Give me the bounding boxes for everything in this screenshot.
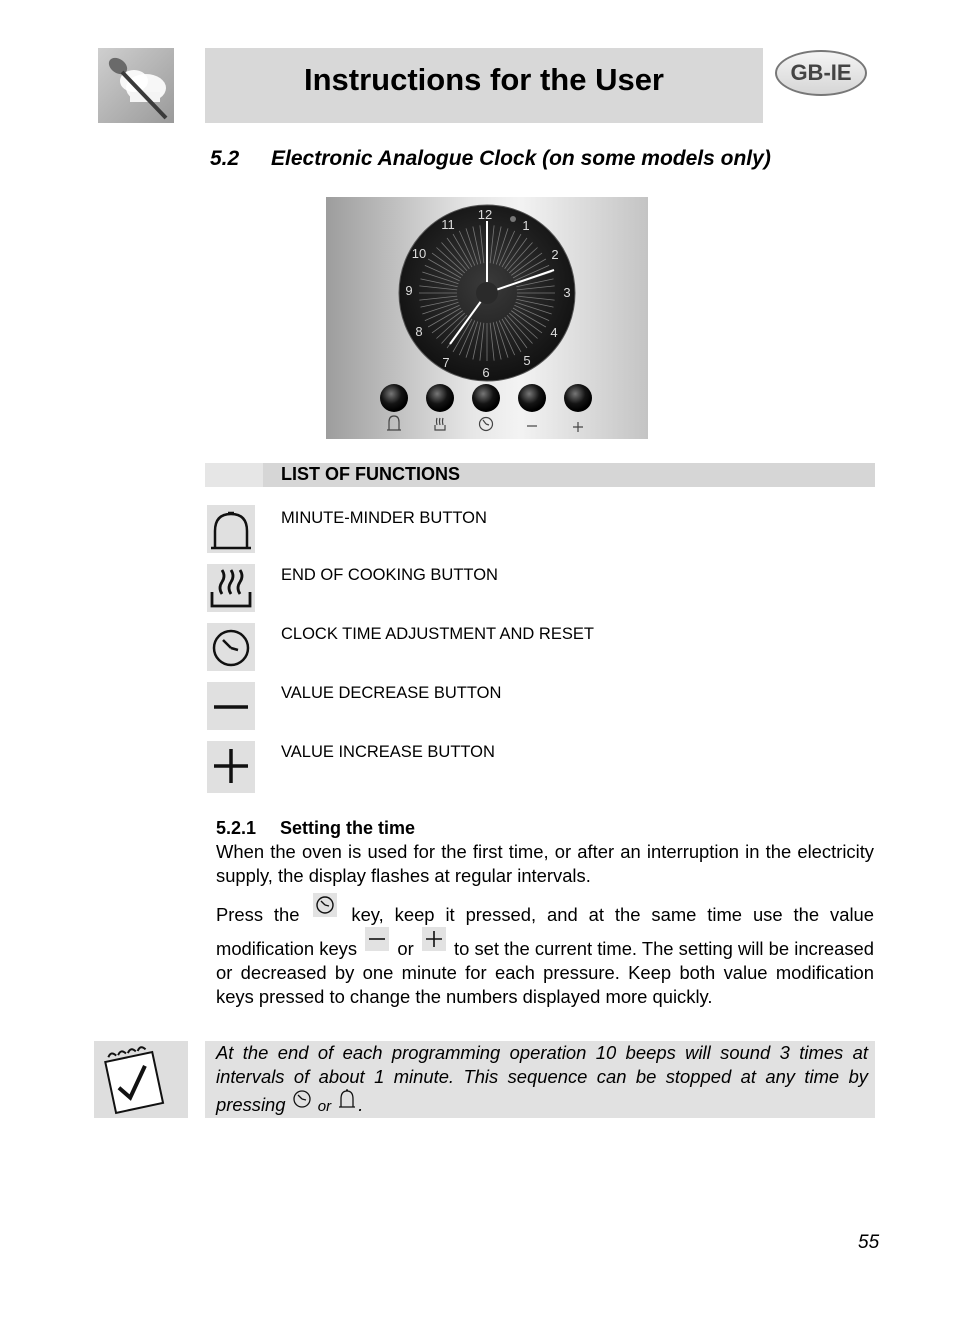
subsection-title: Setting the time [280, 818, 416, 838]
note-body: At the end of each programming operation 10 beeps will sound 3 times at intervals of about 1 minute. This sequence can be stopped at any time by pressing [216, 1042, 868, 1115]
function-label: VALUE DECREASE BUTTON [281, 684, 502, 702]
notepad-check-icon [94, 1041, 188, 1118]
clock-number: 7 [442, 355, 450, 370]
note-end: . [358, 1094, 364, 1115]
section-number: 5.2 [210, 147, 240, 170]
clock-number: 4 [550, 325, 558, 340]
chef-logo [98, 48, 174, 123]
paragraph-2-part1: Press the [216, 904, 300, 925]
chef-hat-spoon-icon [98, 48, 174, 123]
function-label: CLOCK TIME ADJUSTMENT AND RESET [281, 625, 594, 643]
heat-tray-icon [435, 418, 445, 430]
clock-number: 5 [523, 353, 531, 368]
clock-number: 10 [411, 246, 427, 261]
functions-header: LIST OF FUNCTIONS [281, 464, 460, 484]
end-of-cooking-knob[interactable] [426, 384, 454, 412]
function-label: MINUTE-MINDER BUTTON [281, 509, 487, 527]
section-title: Electronic Analogue Clock (on some models only) [271, 147, 771, 170]
clock-number: 6 [482, 365, 490, 380]
subsection-heading [216, 818, 415, 839]
clock-hub [476, 282, 498, 304]
clock-number: 3 [563, 285, 571, 300]
function-label: END OF COOKING BUTTON [281, 566, 498, 584]
bell-icon [387, 416, 401, 430]
clock-icon [313, 893, 337, 917]
minus-icon [207, 682, 255, 730]
note-or: or [317, 1098, 332, 1115]
page-title: Instructions for the User [304, 62, 664, 97]
clock-number: 12 [477, 207, 493, 222]
clock-number: 11 [441, 217, 455, 232]
plus-icon [207, 741, 255, 793]
clock-number: 2 [551, 247, 559, 262]
increase-knob[interactable] [564, 384, 592, 412]
clock-panel-image [326, 197, 648, 439]
function-label: VALUE INCREASE BUTTON [281, 743, 495, 761]
clock-number: 9 [405, 283, 413, 298]
clock-number: 1 [522, 218, 530, 233]
plus-icon [422, 927, 446, 951]
paragraph-2 [216, 893, 874, 1009]
minus-icon [365, 927, 389, 951]
subsection-number: 5.2.1 [216, 818, 257, 838]
functions-header-cell [205, 463, 263, 487]
decrease-knob[interactable] [518, 384, 546, 412]
bell-icon [336, 1088, 358, 1110]
analogue-clock-illustration [326, 197, 648, 439]
clock-number: 8 [415, 324, 423, 339]
page-number: 55 [858, 1232, 880, 1253]
section-heading [210, 147, 771, 171]
paragraph-2-part2: key, keep it pressed, and at the same time use the value modification keys [216, 904, 874, 959]
clock-icon-hands [483, 420, 489, 425]
clock-adjust-knob[interactable] [472, 384, 500, 412]
bell-icon [207, 505, 255, 553]
paragraph-1: When the oven is used for the first time, or after an interruption in the electricity supply, the display flashes at regular intervals. [216, 841, 874, 886]
note-text [216, 1041, 868, 1119]
clock-icon [291, 1089, 313, 1111]
paragraph-2-or: or [397, 938, 414, 959]
paragraph-2-part3: to set the current time. The setting will be increased or decreased by one minute for each pressure. Keep both value modification keys pressed to change the numbers displayed more quickly. [216, 938, 874, 1007]
language-badge: GB-IE [775, 50, 867, 96]
plus-icon [573, 422, 583, 432]
heat-tray-icon [207, 564, 255, 612]
indicator-dot [510, 216, 516, 222]
clock-icon [207, 623, 255, 671]
minute-minder-knob[interactable] [380, 384, 408, 412]
